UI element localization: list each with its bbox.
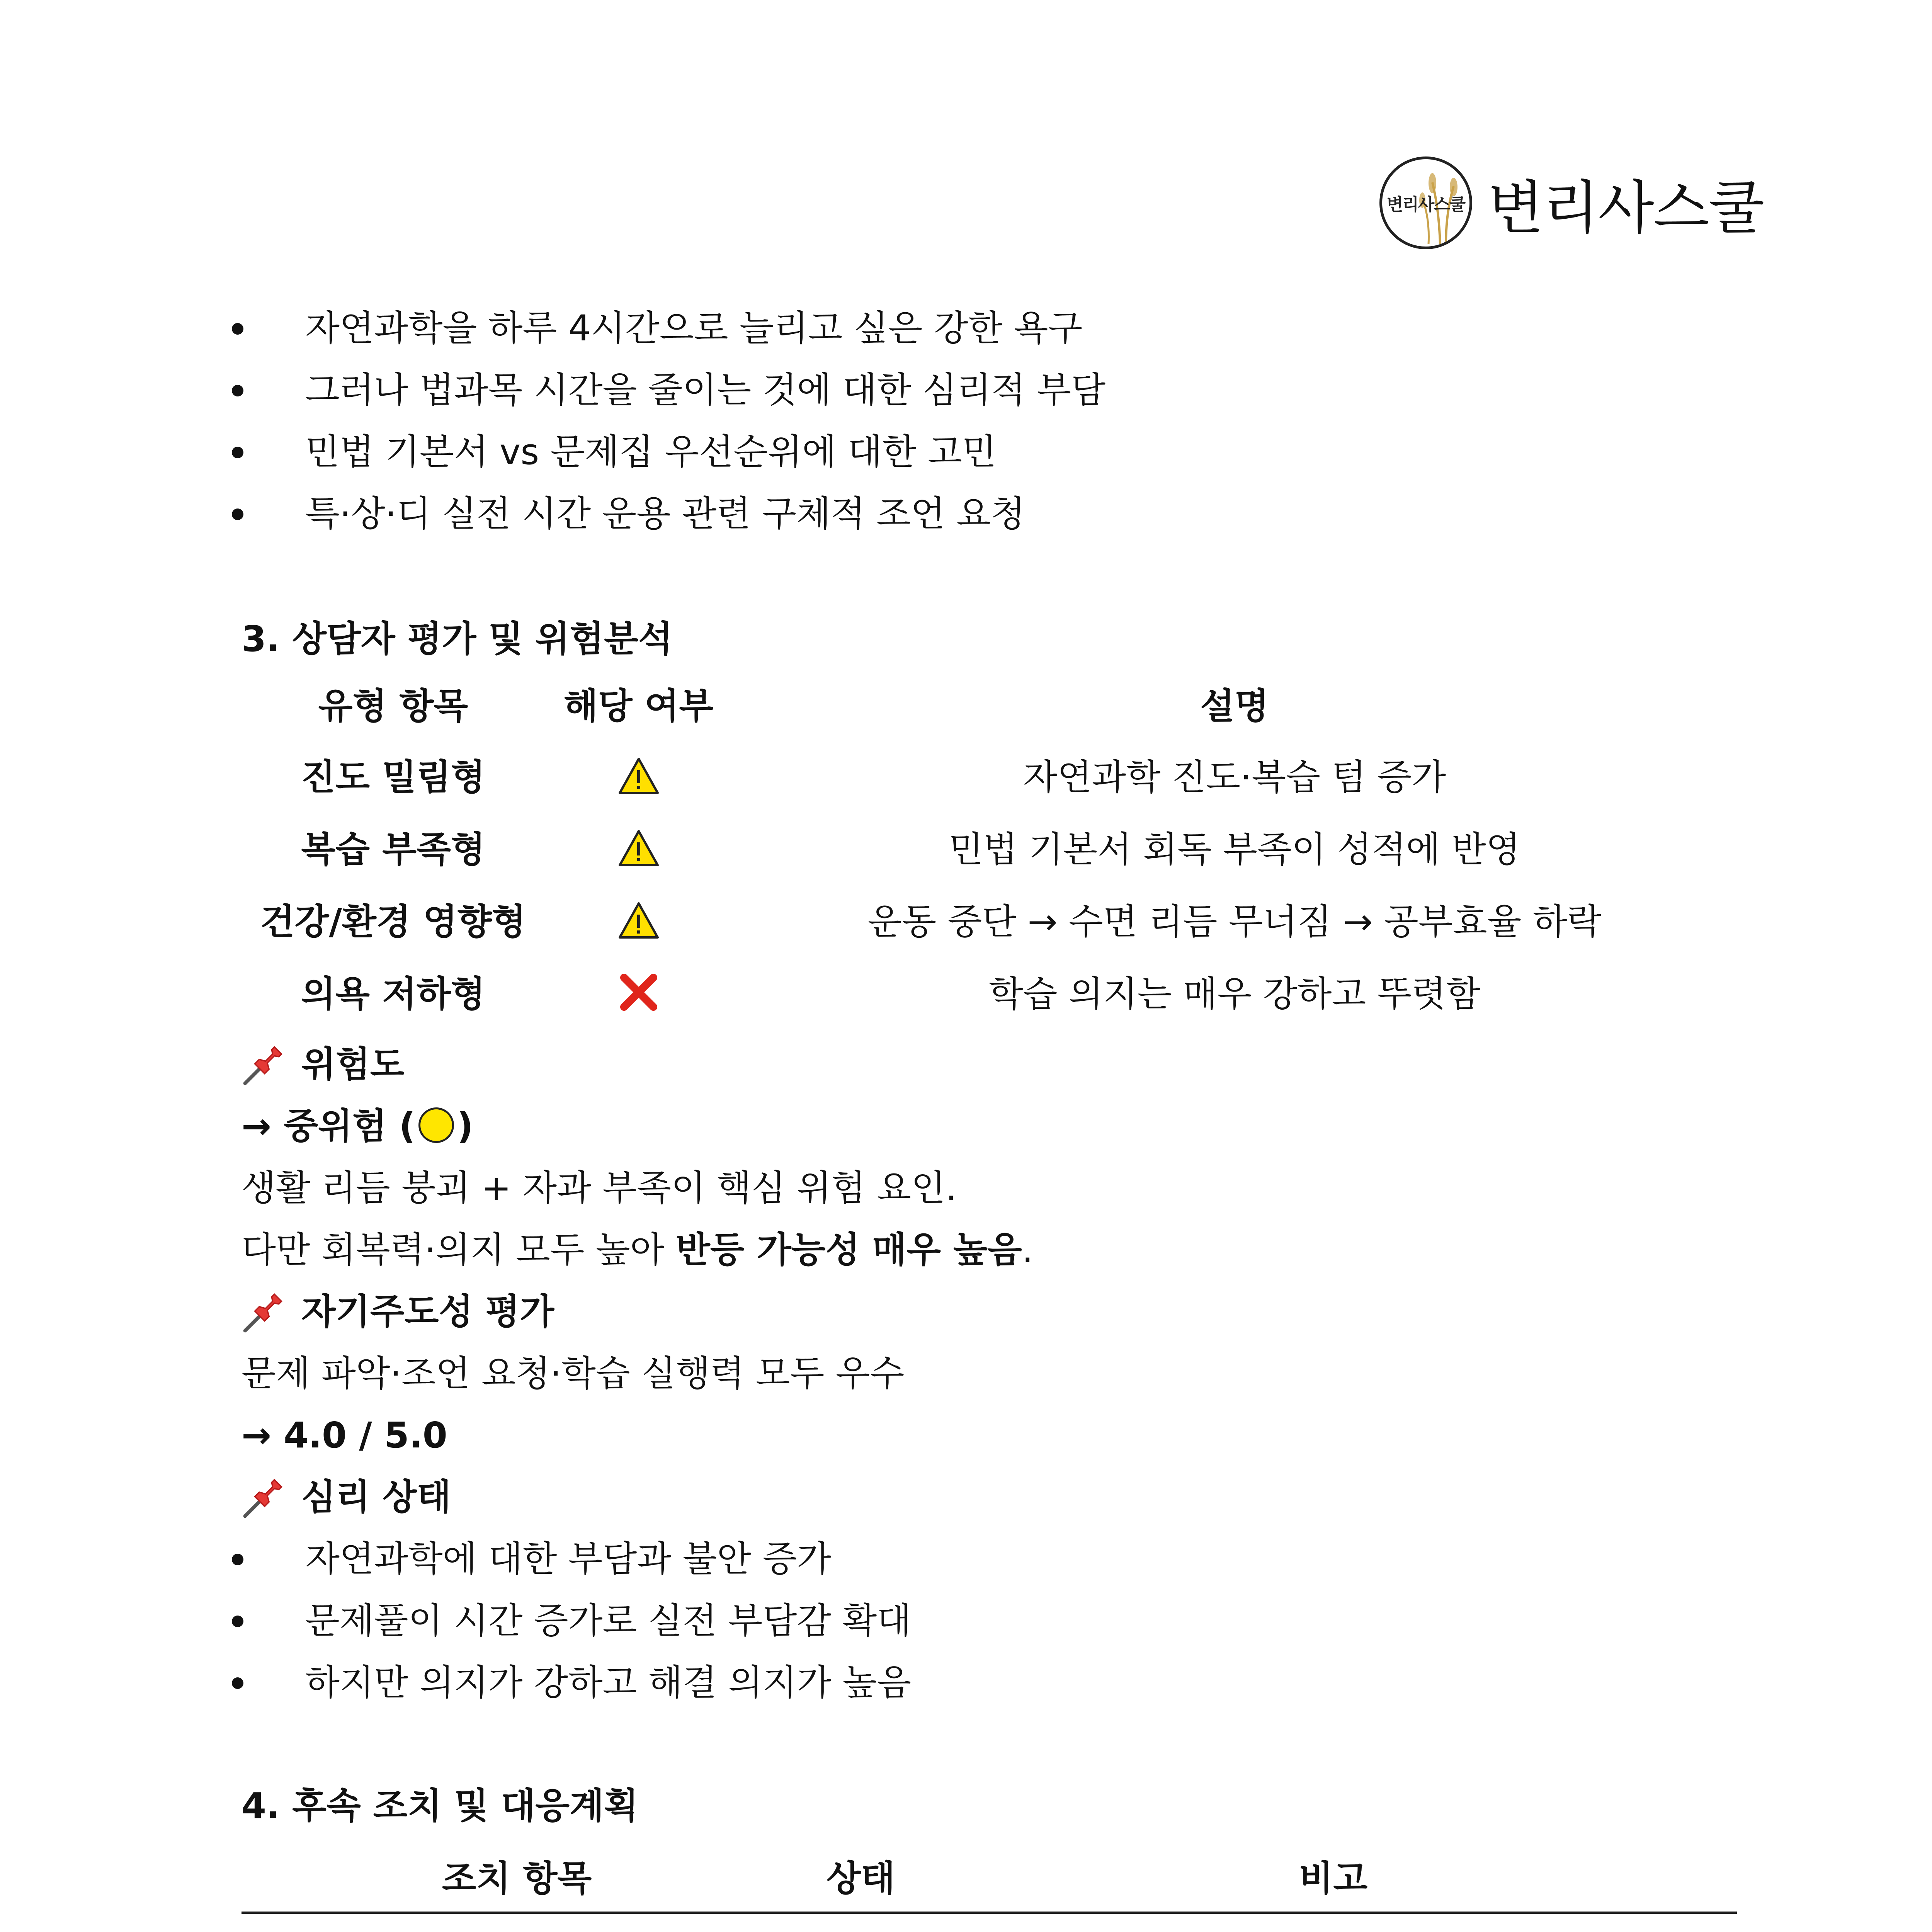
column-header: 상태 <box>792 1839 930 1913</box>
risk-level-prefix: → 중위험 ( <box>242 1105 415 1147</box>
cross-icon <box>619 972 659 1012</box>
table-row <box>242 883 1737 955</box>
risk-line-2 <box>242 1221 1033 1279</box>
top-bullet-list <box>305 298 1105 545</box>
risk-description: 운동 중단 → 수면 리듬 무너짐 → 공부효율 하락 <box>867 901 1602 942</box>
table-row <box>242 738 1737 810</box>
header-logo <box>1379 153 1764 253</box>
column-header: 조치 항목 <box>242 1839 792 1913</box>
follow-up-table <box>242 1839 1737 1932</box>
brand-name: 변리사스쿨 <box>1488 175 1764 242</box>
column-header: 해당 여부 <box>563 685 714 727</box>
pushpin-icon <box>242 1475 286 1520</box>
self-direction-heading-text: 자기주도성 평가 <box>301 1291 554 1332</box>
self-direction-score <box>242 1406 447 1464</box>
table-header-row <box>242 668 1737 738</box>
table-row <box>242 1913 1737 1932</box>
self-direction-line: 문제 파악·조언 요청·학습 실행력 모두 우수 <box>242 1353 905 1394</box>
warning-icon <box>617 757 660 795</box>
action-status <box>792 1913 930 1932</box>
section-3-title: 3. 상담자 평가 및 위험분석 <box>242 618 673 660</box>
mental-bullet-list <box>305 1528 911 1714</box>
pushpin-icon <box>242 1043 286 1087</box>
warning-icon <box>617 901 660 940</box>
column-header: 비고 <box>930 1839 1737 1913</box>
table-row <box>242 810 1737 883</box>
risk-description: 민법 기본서 회독 부족이 성적에 반영 <box>949 828 1520 870</box>
warning-icon <box>617 829 660 867</box>
risk-line-2-end: . <box>1022 1229 1034 1270</box>
pushpin-icon <box>242 1290 286 1334</box>
action-note <box>930 1913 1737 1932</box>
risk-heading <box>242 1036 405 1094</box>
self-direction-heading <box>242 1283 554 1341</box>
list-item: 그러나 법과목 시간을 줄이는 것에 대한 심리적 부담 <box>305 359 1105 421</box>
column-header: 유형 항목 <box>318 685 468 727</box>
score-value: 4.0 / 5.0 <box>284 1415 447 1456</box>
list-item: 민법 기본서 vs 문제집 우선순위에 대한 고민 <box>305 421 1105 483</box>
risk-line-2-text: 다만 회복력·의지 모두 높아 <box>242 1229 676 1270</box>
status-cell <box>545 883 732 955</box>
risk-type: 의욕 저하형 <box>301 973 485 1015</box>
column-header: 설명 <box>1200 685 1269 727</box>
list-item: 자연과학에 대한 부담과 불안 증가 <box>305 1528 911 1590</box>
table-header-row <box>242 1839 1737 1913</box>
risk-level <box>242 1097 473 1155</box>
risk-type: 복습 부족형 <box>301 828 485 870</box>
status-cell <box>545 810 732 883</box>
list-item: 문제풀이 시간 증가로 실전 부담감 확대 <box>305 1590 911 1652</box>
list-item: 자연과학을 하루 4시간으로 늘리고 싶은 강한 욕구 <box>305 298 1105 359</box>
risk-level-suffix: ) <box>457 1105 473 1147</box>
logo-seal-text: 변리사스쿨 <box>1386 195 1465 214</box>
risk-type: 진도 밀림형 <box>301 756 485 798</box>
action-item <box>242 1913 792 1932</box>
risk-description: 학습 의지는 매우 강하고 뚜렷함 <box>988 973 1481 1015</box>
status-cell <box>545 955 732 1027</box>
risk-description: 자연과학 진도·복습 텀 증가 <box>1023 756 1446 798</box>
yellow-circle-icon <box>418 1107 454 1143</box>
mental-heading-text: 심리 상태 <box>301 1476 451 1518</box>
status-cell <box>545 738 732 810</box>
logo-seal <box>1379 156 1472 249</box>
risk-table <box>242 668 1737 1027</box>
mental-heading <box>242 1468 451 1526</box>
list-item: 특·상·디 실전 시간 운용 관련 구체적 조언 요청 <box>305 483 1105 545</box>
list-item: 하지만 의지가 강하고 해결 의지가 높음 <box>305 1652 911 1714</box>
table-row <box>242 955 1737 1027</box>
score-arrow: → <box>242 1415 284 1456</box>
risk-line-1: 생활 리듬 붕괴 + 자과 부족이 핵심 위험 요인. <box>242 1167 957 1209</box>
risk-line-2-bold: 반등 가능성 매우 높음 <box>675 1229 1022 1270</box>
risk-heading-text: 위험도 <box>301 1044 405 1085</box>
section-4-title: 4. 후속 조치 및 대응계획 <box>242 1785 638 1827</box>
risk-type: 건강/환경 영향형 <box>260 901 526 942</box>
